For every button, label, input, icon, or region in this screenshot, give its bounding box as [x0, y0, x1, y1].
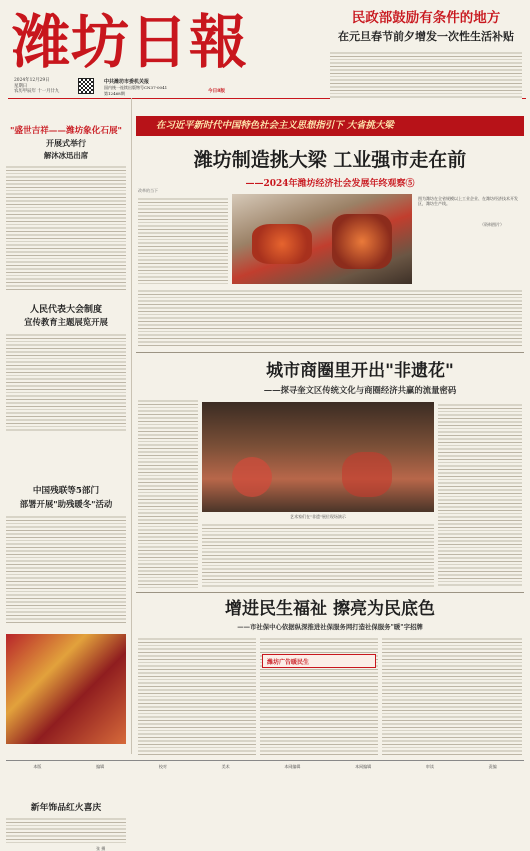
bottom-box-title: 潍坊广告暖民生	[267, 659, 310, 666]
mid-body-right	[438, 402, 522, 588]
footer-rule	[6, 760, 524, 761]
publisher: 中共潍坊市委机关报	[104, 79, 150, 85]
article-title: "盛世吉祥——潍坊象化石展"	[9, 126, 123, 136]
article-subtitle: 解沐冰迅出席	[43, 151, 89, 160]
mid-body-left	[138, 398, 198, 588]
lead-body-label: 改革的当下	[138, 188, 158, 193]
ornaments-photo	[6, 634, 126, 744]
article-title: 中国残联等5部门	[32, 486, 100, 496]
banner	[136, 116, 524, 136]
issue-weekday: 星期日	[14, 83, 28, 89]
mid-photo-caption: 艺术家们在"非遗"展位现场演示	[290, 514, 346, 519]
footer-item: 审读	[425, 764, 434, 769]
article-subtitle: 宣传教育主题展览开展	[24, 317, 108, 327]
heritage-photo	[202, 402, 434, 512]
page-count: 今日8版	[208, 89, 225, 94]
photo-caption-body	[6, 816, 126, 844]
lead-photo-credit: （资料图片）	[480, 222, 504, 227]
footer-item: 校对	[158, 764, 167, 769]
mid-headline: 城市商圈里开出"非遗花"	[266, 361, 454, 381]
top-story-body	[330, 50, 522, 100]
article-body	[6, 514, 126, 624]
mid-body-bottom	[202, 522, 434, 588]
top-story-subtitle: 在元旦春节前夕增发一次性生活补贴	[338, 30, 514, 43]
bottom-headline: 增进民生福祉 擦亮为民底色	[225, 599, 435, 619]
lead-headline: 潍坊制造挑大梁 工业强市走在前	[193, 149, 467, 171]
factory-photo	[232, 194, 412, 284]
issue-date: 2024年12月29日	[14, 78, 50, 83]
lead-body	[138, 196, 228, 284]
bottom-body-1	[138, 636, 256, 756]
column-divider	[131, 98, 132, 754]
section-divider	[136, 352, 524, 353]
issue-number: 第12468期	[104, 91, 125, 96]
newspaper-title: 潍坊日報	[12, 8, 249, 76]
banner-slogan: 在习近平新时代中国特色社会主义思想指引下 大省挑大梁	[156, 120, 394, 131]
article-subtitle: 部署开展"助残暖冬"活动	[19, 499, 113, 509]
article-title: 人民代表大会制度	[29, 305, 102, 315]
article-body	[6, 164, 126, 292]
lead-body-cont	[138, 288, 522, 348]
issue-lunar: 农历甲辰年 十一月廿九	[14, 89, 60, 95]
article-subtitle: 开展式举行	[46, 138, 86, 148]
cn-number: 国内统一连续出版物号CN37-0041	[104, 85, 168, 90]
bottom-subhead: ——市社保中心依据纵深推进社保服务网打造社保服务"暖"字招牌	[237, 623, 423, 631]
photo-credit: 张 摄	[96, 846, 106, 851]
lead-subhead: ——2024年潍坊经济社会发展年终观察⑤	[245, 179, 415, 189]
photo-title: 新年饰品红火喜庆	[30, 803, 102, 813]
bottom-body-3	[382, 636, 522, 756]
article-body	[6, 332, 126, 432]
mid-subhead: ——探寻奎文区传统文化与商圈经济共赢的流量密码	[263, 385, 457, 395]
lead-photo-caption: 图为潍坊在全省规模以上工业企业、在潍坊经济技术开发区，潍坊生产线。	[418, 196, 518, 206]
footer-item: 责编	[488, 764, 497, 769]
footer-item: 本版	[33, 764, 42, 769]
bottom-box	[262, 654, 376, 668]
qr-code-icon	[78, 78, 94, 94]
footer-item: 本网编辑	[355, 764, 372, 769]
footer	[6, 762, 524, 771]
top-story-title: 民政部鼓励有条件的地方	[351, 10, 501, 26]
footer-item: 本网编辑	[284, 764, 301, 769]
top-story	[330, 10, 522, 94]
masthead	[8, 6, 328, 94]
footer-item: 美术	[221, 764, 230, 769]
footer-item: 编辑	[96, 764, 105, 769]
section-divider	[136, 592, 524, 593]
